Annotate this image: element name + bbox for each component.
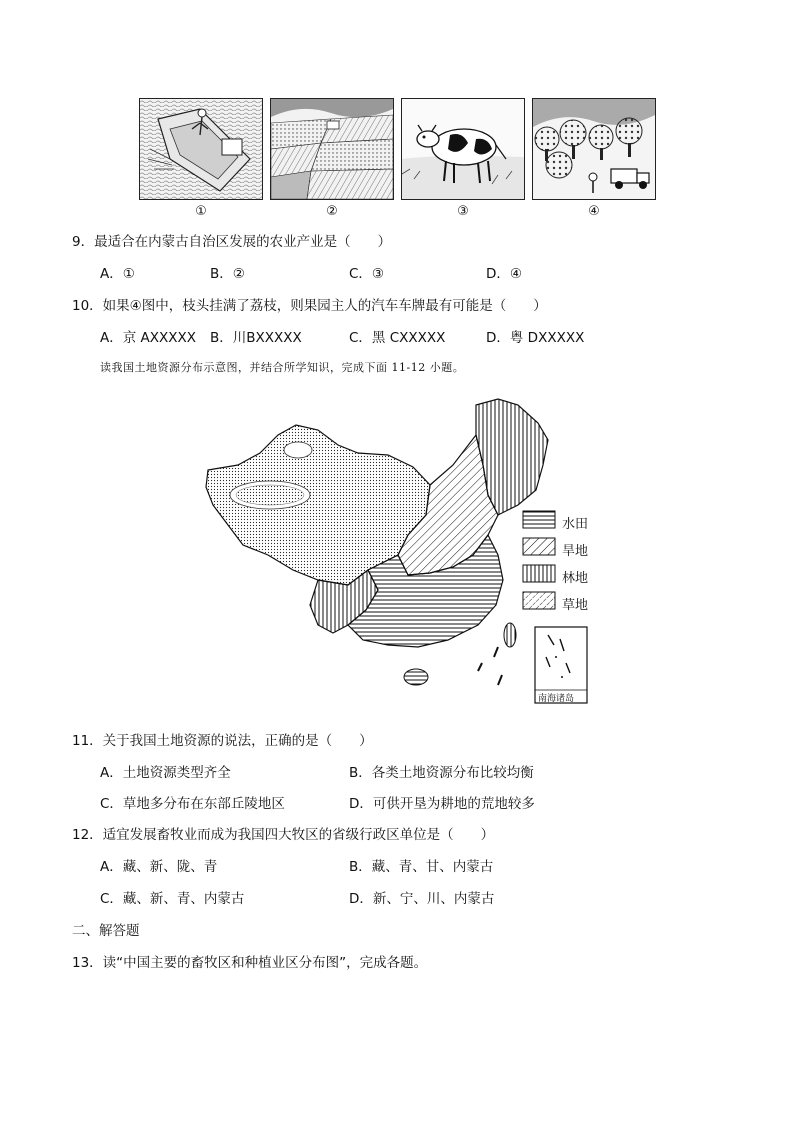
question-10-option-c[interactable]: C．黑 CXXXXX — [349, 330, 446, 346]
question-9-stem: 9．最适合在内蒙古自治区发展的农业产业是（ ） — [72, 234, 392, 250]
map-legend — [523, 511, 555, 609]
picture-fishing-boat — [139, 98, 263, 200]
question-12-option-b[interactable]: B．藏、青、甘、内蒙古 — [349, 859, 494, 875]
question-9-option-c[interactable]: C．③ — [349, 266, 385, 282]
question-12-option-c[interactable]: C．藏、新、青、内蒙古 — [100, 891, 245, 907]
region-taiwan — [504, 623, 516, 647]
question-10-stem: 10．如果④图中，枝头挂满了荔枝，则果园主人的汽车车牌最有可能是（ ） — [72, 298, 547, 314]
picture-caption: ① — [195, 204, 207, 219]
legend-label-forest: 林地 — [562, 571, 589, 586]
question-9-option-a[interactable]: A．① — [100, 266, 135, 282]
picture-caption: ③ — [457, 204, 469, 219]
reading-instruction: 读我国土地资源分布示意图，并结合所学知识，完成下面 11-12 小题。 — [100, 361, 465, 374]
legend-label-dryland: 旱地 — [562, 544, 589, 559]
picture-terraced-farmland — [270, 98, 394, 200]
question-10-option-d[interactable]: D．粤 DXXXXX — [486, 330, 585, 346]
question-11-stem: 11．关于我国土地资源的说法，正确的是（ ） — [72, 733, 373, 749]
picture-dairy-cow — [401, 98, 525, 200]
question-9-option-b[interactable]: B．② — [210, 266, 245, 282]
question-12-option-a[interactable]: A．藏、新、陇、青 — [100, 859, 218, 875]
question-10-option-b[interactable]: B．川BXXXXX — [210, 330, 302, 346]
picture-fruit-orchard-truck — [532, 98, 656, 200]
legend-label-grassland: 草地 — [562, 598, 589, 613]
picture-caption: ② — [326, 204, 338, 219]
inset-label: 南海诸岛 — [538, 694, 575, 704]
legend-label-paddy: 水田 — [562, 517, 589, 532]
china-land-resources-map — [198, 395, 593, 707]
question-11-option-d[interactable]: D．可供开垦为耕地的荒地较多 — [349, 796, 535, 812]
region-hainan — [404, 669, 428, 685]
question-10-option-a[interactable]: A．京 AXXXXX — [100, 330, 197, 346]
picture-caption: ④ — [588, 204, 600, 219]
question-12-stem: 12．适宜发展畜牧业而成为我国四大牧区的省级行政区单位是（ ） — [72, 827, 495, 843]
section-heading-answers: 二、解答题 — [72, 923, 140, 939]
question-11-option-b[interactable]: B．各类土地资源分布比较均衡 — [349, 765, 534, 781]
question-11-option-c[interactable]: C．草地多分布在东部丘陵地区 — [100, 796, 285, 812]
question-12-option-d[interactable]: D．新、宁、川、内蒙古 — [349, 891, 495, 907]
question-11-option-a[interactable]: A．土地资源类型齐全 — [100, 765, 231, 781]
question-13-stem: 13．读“中国主要的畜牧区和种植业区分布图”，完成各题。 — [72, 955, 428, 971]
question-9-option-d[interactable]: D．④ — [486, 266, 522, 282]
